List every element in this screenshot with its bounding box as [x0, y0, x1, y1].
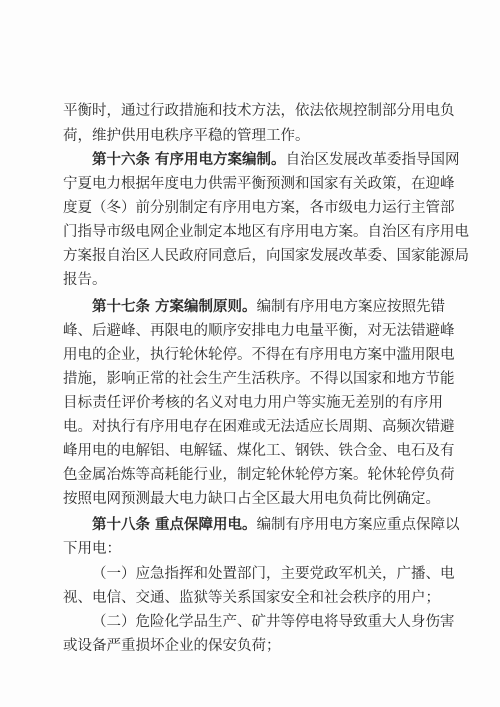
- text-line: 色金属冶炼等高耗能行业，制定轮休轮停方案。轮休轮停负荷: [63, 467, 455, 483]
- text-line: 峰用电的电解铝、电解锰、煤化工、钢铁、铁合金、电石及有: [63, 443, 455, 459]
- text-line: 视、电信、交通、监狱等关系国家安全和社会秩序的用户；: [63, 590, 440, 606]
- article-heading: 第十八条 重点保障用电。: [92, 516, 257, 533]
- text-line: 下用电：: [63, 541, 121, 557]
- list-item-1-line: （一）应急指挥和处置部门，主要党政军机关，广播、电: [92, 566, 455, 582]
- text-line: 电。对执行有序用电存在困难或无法适应长周期、高频次错避: [63, 419, 455, 435]
- article-17-heading-line: 第十七条 方案编制原则。编制有序用电方案应按照先错: [92, 298, 446, 315]
- text-line: 门指导市级电网企业制定本地区有序用电方案。自治区有序用电: [63, 224, 469, 240]
- text-line: 措施，影响正常的社会生产生活秩序。不得以国家和地方节能: [63, 371, 455, 387]
- text-line: 平衡时，通过行政措施和技术方法，依法依规控制部分用电负: [63, 103, 455, 119]
- text-line: 方案报自治区人民政府同意后，向国家发展改革委、国家能源局: [63, 248, 469, 264]
- text-line: 宁夏电力根据年度电力供需平衡预测和国家有关政策，在迎峰: [63, 176, 455, 192]
- text-line: 荷，维护供用电秩序平稳的管理工作。: [63, 128, 310, 144]
- text-line: 峰、后避峰、再限电的顺序安排电力电量平衡，对无法错避峰: [63, 323, 455, 339]
- article-heading: 第十六条 有序用电方案编制。: [92, 151, 286, 168]
- article-18-heading-line: 第十八条 重点保障用电。编制有序用电方案应重点保障以: [92, 516, 460, 533]
- text-line: 用电的企业，执行轮休轮停。不得在有序用电方案中滥用限电: [63, 347, 455, 363]
- text-line: 度夏（冬）前分别制定有序用电方案，各市级电力运行主管部: [63, 200, 455, 216]
- article-16-heading-line: 第十六条 有序用电方案编制。自治区发展改革委指导国网: [92, 151, 460, 168]
- list-item-2-line: （二）危险化学品生产、矿井等停电将导致重大人身伤害: [92, 614, 455, 630]
- text-line: 目标责任评价考核的名义对电力用户等实施无差别的有序用: [63, 395, 443, 411]
- article-heading: 第十七条 方案编制原则。: [92, 298, 257, 315]
- text-line: 按照电网预测最大电力缺口占全区最大用电负荷比例确定。: [63, 491, 440, 507]
- text-line: 报告。: [63, 272, 107, 288]
- text-line: 或设备严重损坏企业的保安负荷；: [63, 638, 281, 654]
